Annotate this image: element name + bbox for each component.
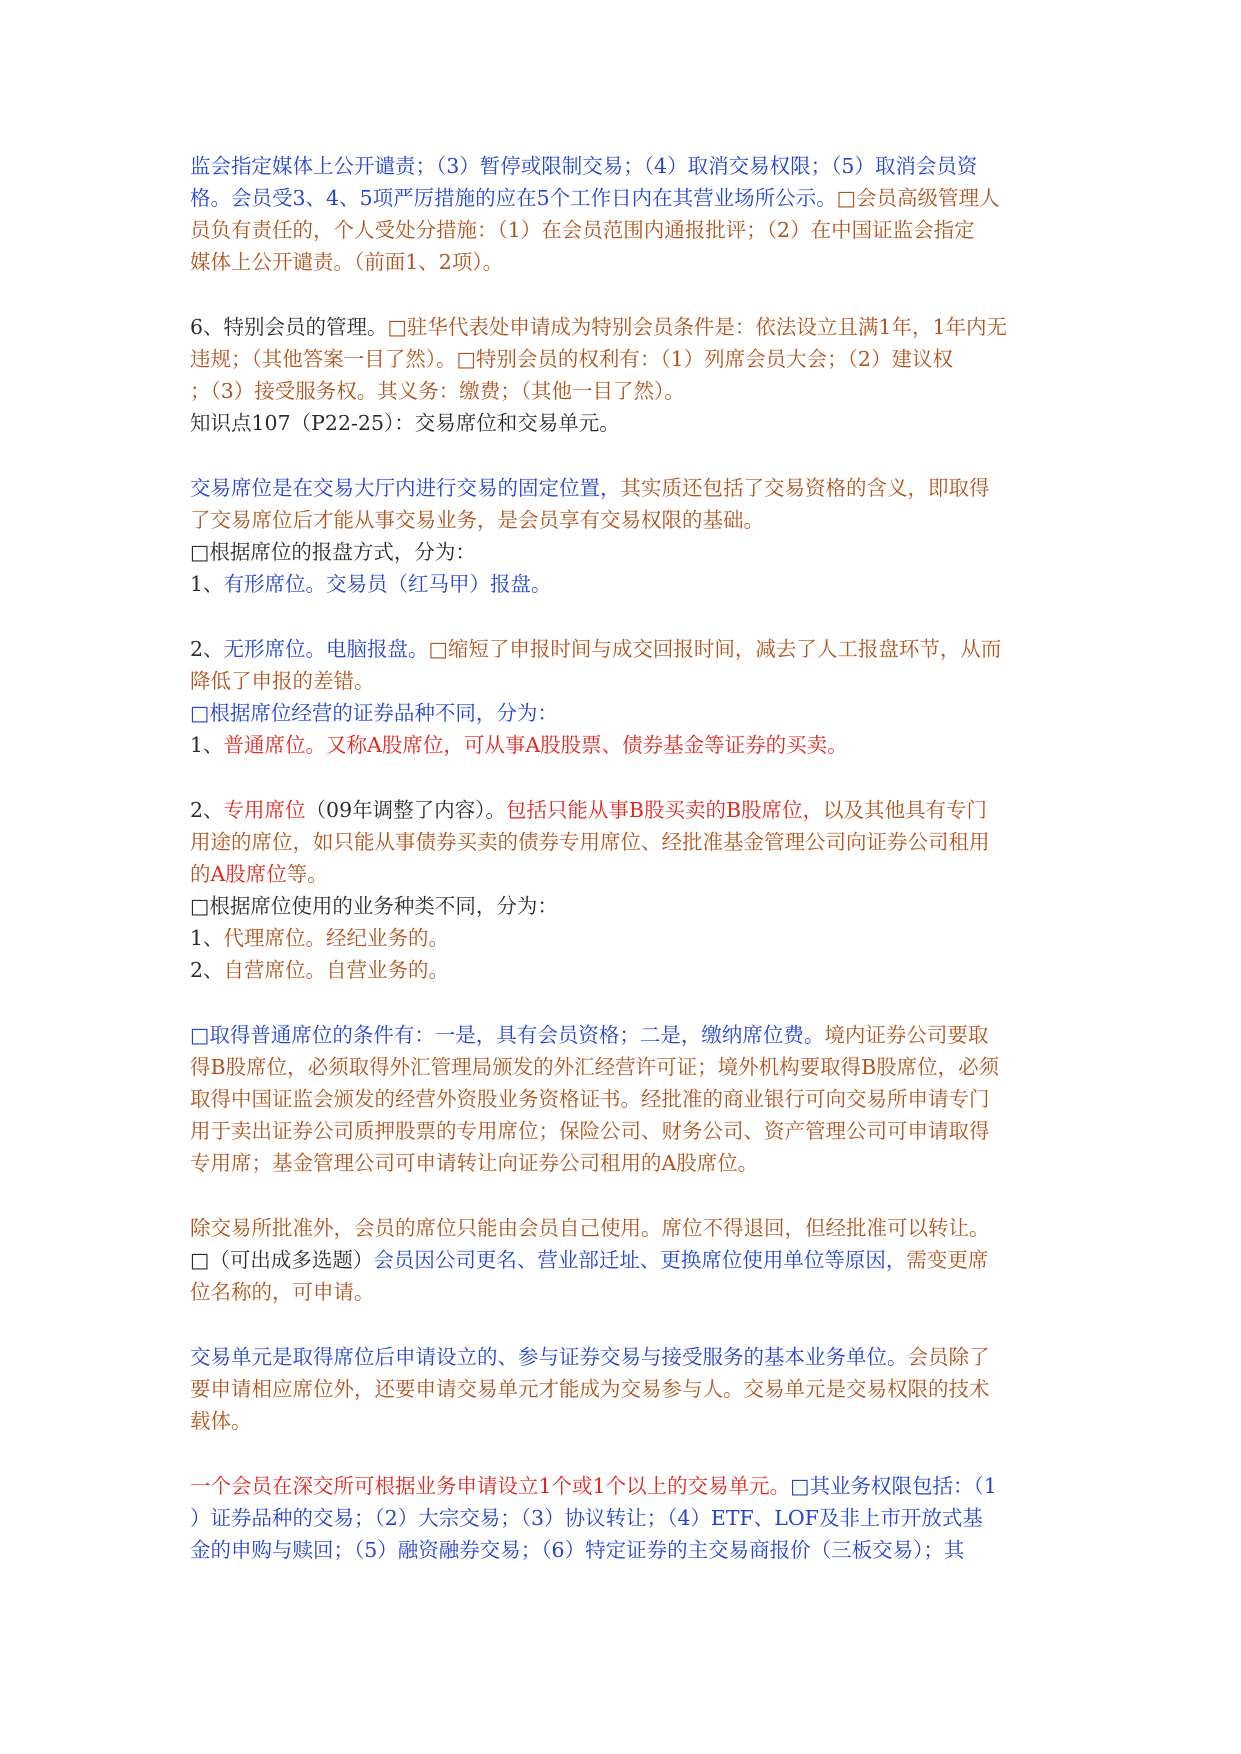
text-line — [190, 343, 1070, 375]
text-line — [190, 150, 1070, 182]
text-line — [190, 375, 1070, 407]
text-run: 载体。 — [190, 1409, 252, 1433]
text-line — [190, 1019, 1070, 1051]
text-run: 2、 — [190, 637, 224, 661]
text-line — [190, 536, 1070, 568]
text-run: □会员高级管理人 — [836, 186, 1000, 210]
text-run: 取得中国证监会颁发的经营外资股业务资格证书。经批准的商业银行可向交易所申请专门 — [190, 1087, 990, 1111]
text-line — [190, 472, 1070, 504]
text-run: 格。会员受3、4、5项严厉措施的应在5个工作日内在其营业场所公示。 — [190, 186, 837, 210]
text-run: 等。 — [286, 862, 328, 886]
text-line — [190, 1244, 1070, 1276]
text-run: 用途的席位，如只能从事债券买卖的债券专用席位、经批准基金管理公司向证券公司租用 — [190, 830, 990, 854]
text-line — [190, 890, 1070, 922]
text-run: 1、 — [190, 572, 224, 596]
text-run: 了交易席位后才能从事交易业务，是会员享有交易权限的基础。 — [190, 508, 764, 532]
text-line — [190, 665, 1070, 697]
text-run: 专用席位 — [223, 798, 306, 822]
text-run: 代理席位。经纪业务的。 — [223, 926, 450, 950]
text-run: 1、 — [190, 733, 224, 757]
paragraph — [190, 794, 1070, 986]
text-line — [190, 1212, 1070, 1244]
paragraph — [190, 1212, 1070, 1308]
text-run: □根据席位使用的业务种类不同，分为： — [190, 894, 558, 918]
text-line — [190, 922, 1070, 954]
text-run: 以及其他具有专门 — [823, 798, 988, 822]
text-run: 2、 — [190, 958, 224, 982]
text-line — [190, 1373, 1070, 1405]
paragraph-gap — [190, 986, 1070, 1019]
text-line — [190, 1470, 1070, 1502]
text-run: 监会指定媒体上公开谴责；（3）暂停或限制交易；（4）取消交易权限；（5）取消会员资 — [190, 154, 978, 178]
text-run: 有形席位。交易员（红马甲）报盘。 — [223, 572, 552, 596]
text-line — [190, 568, 1070, 600]
text-run: 交易单元是取得席位后申请设立的、参与证券交易与接受服务的基本业务单位。 — [190, 1345, 908, 1369]
text-run: □根据席位经营的证券品种不同，分为： — [190, 701, 558, 725]
text-line — [190, 697, 1070, 729]
text-run: 知识点107（P22-25）：交易席位和交易单元。 — [190, 411, 620, 435]
text-run: 违规；（其他答案一目了然）。□特别会员的权利有：（1）列席会员大会；（2）建议权 — [190, 347, 953, 371]
text-run: ；（3）接受服务权。其义务：缴费；（其他一目了然）。 — [190, 379, 685, 403]
text-run: 除交易所批准外，会员的席位只能由会员自己使用。席位不得退回，但经批准可以转让。 — [190, 1216, 990, 1240]
text-line — [190, 311, 1070, 343]
paragraph-gap — [190, 600, 1070, 633]
text-run: 降低了申报的差错。 — [190, 669, 375, 693]
paragraph — [190, 150, 1070, 278]
text-run: 6、特别会员的管理。 — [190, 315, 388, 339]
paragraph-gap — [190, 761, 1070, 794]
text-run: A股席位 — [210, 862, 287, 886]
text-run: □（可出成多选题） — [190, 1248, 374, 1272]
paragraph — [190, 633, 1070, 761]
text-line — [190, 1051, 1070, 1083]
text-line — [190, 1147, 1070, 1179]
text-run: 专用席；基金管理公司可申请转让向证券公司租用的A股席位。 — [190, 1151, 759, 1175]
text-run: □其业务权限包括：（1 — [790, 1474, 997, 1498]
text-line — [190, 1534, 1070, 1566]
text-line — [190, 1276, 1070, 1308]
text-line — [190, 182, 1070, 214]
text-run: 金的申购与赎回；（5）融资融券交易；（6）特定证券的主交易商报价（三板交易）；其 — [190, 1538, 965, 1562]
text-run: 包括只能从事B股买卖的B股席位， — [505, 798, 824, 822]
paragraph — [190, 1470, 1070, 1566]
paragraph — [190, 1341, 1070, 1437]
text-line — [190, 1405, 1070, 1437]
text-line — [190, 826, 1070, 858]
text-run: 位名称的，可申请。 — [190, 1280, 375, 1304]
text-line — [190, 1115, 1070, 1147]
text-line — [190, 1341, 1070, 1373]
text-line — [190, 1083, 1070, 1115]
text-run: 媒体上公开谴责。（前面1、2项）。 — [190, 250, 504, 274]
text-line — [190, 1502, 1070, 1534]
text-run: 得B股席位，必须取得外汇管理局颁发的外汇经营许可证；境外机构要取得B股席位，必须 — [190, 1055, 1000, 1079]
text-line — [190, 504, 1070, 536]
paragraph-gap — [190, 278, 1070, 311]
text-run: 用于卖出证券公司质押股票的专用席位；保险公司、财务公司、资产管理公司可申请取得 — [190, 1119, 990, 1143]
text-run: 普通席位。又称A股席位，可从事A股股票、债券基金等证券的买卖。 — [223, 733, 848, 757]
text-run: 无形席位。电脑报盘。 — [223, 637, 429, 661]
text-run: 要申请相应席位外，还要申请交易单元才能成为交易参与人。交易单元是交易权限的技术 — [190, 1377, 990, 1401]
text-line — [190, 633, 1070, 665]
text-line — [190, 246, 1070, 278]
text-run: □取得普通席位的条件有：一是，具有会员资格；二是，缴纳席位费。 — [190, 1023, 825, 1047]
paragraph-gap — [190, 439, 1070, 472]
text-run: □根据席位的报盘方式，分为： — [190, 540, 476, 564]
text-run: 一个会员在深交所可根据业务申请设立1个或1个以上的交易单元。 — [190, 1474, 791, 1498]
text-line — [190, 954, 1070, 986]
paragraph-gap — [190, 1437, 1070, 1470]
paragraph — [190, 311, 1070, 439]
text-run: 会员除了 — [907, 1345, 990, 1369]
text-run: 1、 — [190, 926, 224, 950]
text-line — [190, 407, 1070, 439]
text-run: □驻华代表处申请成为特别会员条件是：依法设立且满1年，1年内无 — [387, 315, 1007, 339]
text-run: 交易席位是在交易大厅内进行交易的固定位置， — [190, 476, 621, 500]
text-run: （09年调整了内容）。 — [305, 798, 506, 822]
text-run: 其实质还包括了交易资格的含义，即取得 — [620, 476, 990, 500]
text-line — [190, 729, 1070, 761]
paragraph — [190, 1019, 1070, 1179]
text-run: 的 — [190, 862, 211, 886]
text-run: 会员因公司更名、营业部迁址、更换席位使用单位等原因， — [373, 1248, 907, 1272]
text-run: □缩短了申报时间与成交回报时间，减去了人工报盘环节，从而 — [428, 637, 1002, 661]
text-line — [190, 214, 1070, 246]
text-run: 境内证券公司要取 — [824, 1023, 989, 1047]
text-run: 需变更席 — [906, 1248, 989, 1272]
text-run: 自营席位。自营业务的。 — [223, 958, 450, 982]
text-line — [190, 858, 1070, 890]
text-run: ）证券品种的交易；（2）大宗交易；（3）协议转让；（4）ETF、LOF及非上市开放式基 — [190, 1506, 983, 1530]
text-run: 2、 — [190, 798, 224, 822]
document-page — [190, 150, 1070, 1566]
paragraph — [190, 472, 1070, 600]
text-line — [190, 794, 1070, 826]
paragraph-gap — [190, 1308, 1070, 1341]
paragraph-gap — [190, 1179, 1070, 1212]
text-run: 员负有责任的，个人受处分措施：（1）在会员范围内通报批评；（2）在中国证监会指定 — [190, 218, 975, 242]
